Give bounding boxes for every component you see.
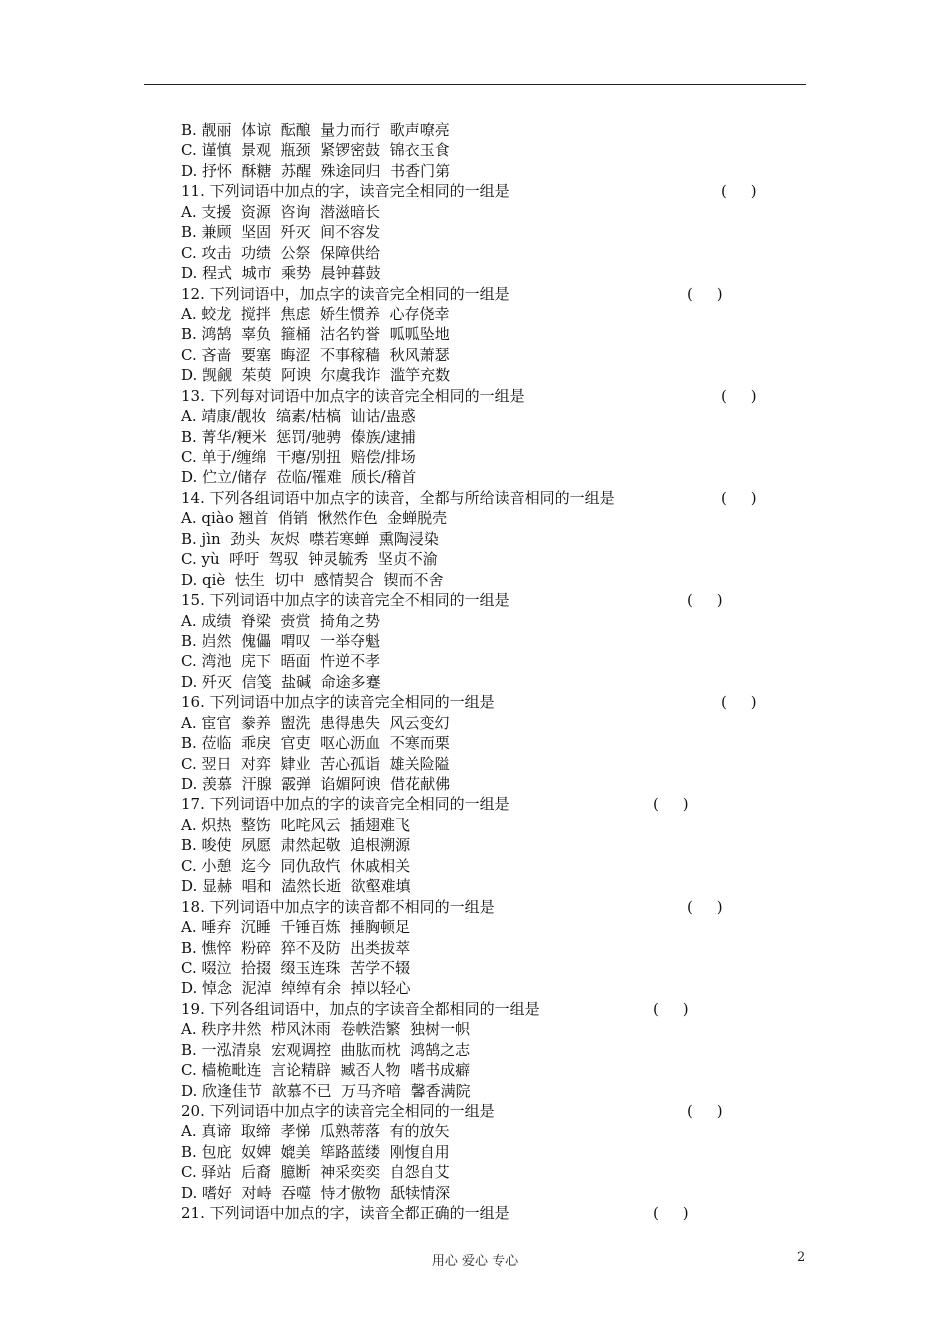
answer-option [181,938,781,958]
question-text: 19. 下列各组词语中，加点的字读音全都相同的一组是 [181,999,540,1018]
answer-option [181,917,781,937]
answer-option [181,856,781,876]
option-text: D. 悼念 泥淖 绰绰有余 掉以轻心 [181,979,411,998]
answer-option [181,222,781,242]
answer-blank: ( ) [721,488,757,507]
answer-option [181,427,781,447]
answer-option [181,1019,781,1039]
option-text: C. 攻击 功绩 公祭 保障供给 [181,243,381,262]
answer-blank: ( ) [721,182,757,201]
option-text: D. 羡慕 汗腺 霰弹 谄媚阿谀 借花献佛 [181,775,451,793]
option-text: A. 靖康/靓妆 缟素/枯槁 讪诂/蛊惑 [181,407,416,426]
answer-option [181,672,781,692]
option-text: C. 湾池 庑下 晤面 忤逆不孝 [181,652,381,671]
option-text: D. 抒怀 酥糖 苏醒 殊途同归 书香门第 [181,161,451,180]
answer-option [181,345,781,365]
option-text: D. 觊觎 茱萸 阿谀 尔虞我诈 滥竽充数 [181,366,451,385]
answer-option [181,774,781,794]
question-stem [181,692,781,712]
answer-option [181,754,781,774]
page-number: 2 [797,1250,806,1265]
option-text: C. 单于/缠绵 干瘪/别扭 赔偿/排场 [181,448,416,466]
option-text: D. qiè 怯生 切中 感情契合 锲而不舍 [181,570,444,589]
answer-option [181,549,781,569]
answer-blank: ( ) [653,1204,689,1223]
answer-option [181,324,781,344]
option-text: B. 菁华/粳米 惩罚/驰骋 傣族/逮捕 [181,427,416,446]
option-text: A. 秩序井然 栉风沐雨 卷帙浩繁 独树一帜 [181,1020,470,1039]
answer-option [181,978,781,998]
question-text: 14. 下列各组词语中加点字的读音，全都与所给读音相同的一组是 [181,488,615,507]
question-stem [181,386,781,406]
answer-blank: ( ) [687,591,723,610]
option-text: C. 小憩 迄今 同仇敌忾 休戚相关 [181,856,411,875]
answer-option [181,1081,781,1101]
option-text: B. 鸿鹄 辜负 箍桶 沽名钓誉 呱呱坠地 [181,325,450,344]
option-text: C. 驿站 后裔 臆断 神采奕奕 自怨自艾 [181,1163,450,1182]
answer-option [181,202,781,222]
option-text: B. 兼顾 坚固 歼灭 间不容发 [181,223,381,242]
question-text: 21. 下列词语中加点的字，读音全都正确的一组是 [181,1204,510,1223]
option-text: A. qiào 翘首 俏销 愀然作色 金蝉脱壳 [181,509,448,528]
question-text: 15. 下列词语中加点字的读音完全不相同的一组是 [181,591,510,610]
question-text: 12. 下列词语中，加点字的读音完全相同的一组是 [181,284,510,303]
option-text: B. 莅临 乖戾 官吏 呕心沥血 不寒而栗 [181,734,450,753]
option-text: A. 真谛 取缔 孝悌 瓜熟蒂落 有的放矢 [181,1122,450,1141]
question-text: 16. 下列词语中加点字的读音完全相同的一组是 [181,693,495,712]
option-text: A. 唾弃 沉睡 千锤百炼 捶胸顿足 [181,918,410,937]
answer-option [181,467,781,487]
option-text: B. 憔悴 粉碎 猝不及防 出类拔萃 [181,938,411,957]
option-text: B. jìn 劲头 灰烬 噤若寒蝉 熏陶浸染 [181,529,439,548]
answer-option [181,1142,781,1162]
question-stem [181,1101,781,1121]
answer-option [181,120,781,140]
answer-option [181,1121,781,1141]
option-text: D. 嗜好 对峙 吞噬 恃才傲物 舐犊情深 [181,1183,451,1202]
answer-option [181,529,781,549]
option-text: D. 欣逢佳节 歆慕不已 万马齐喑 馨香满院 [181,1081,471,1100]
answer-option [181,304,781,324]
option-text: B. 唆使 夙愿 肃然起敬 追根溯源 [181,836,411,855]
option-text: C. 啜泣 拾掇 缀玉连珠 苦学不辍 [181,958,411,977]
answer-blank: ( ) [721,693,757,712]
answer-blank: ( ) [687,897,723,916]
answer-option [181,570,781,590]
option-text: C. 翌日 对弈 肄业 苦心孤诣 雄关险隘 [181,754,450,773]
option-text: A. 炽热 整饬 叱咤风云 插翅难飞 [181,815,410,834]
answer-option [181,365,781,385]
question-text: 18. 下列词语中加点字的读音都不相同的一组是 [181,897,495,916]
option-text: C. 樯桅毗连 言论精辟 臧否人物 嗜书成癖 [181,1061,471,1080]
question-stem [181,794,781,814]
question-text: 11. 下列词语中加点的字，读音完全相同的一组是 [181,182,510,201]
option-text: A. 支援 资源 咨询 潜滋暗长 [181,202,380,221]
answer-option [181,1183,781,1203]
answer-option [181,140,781,160]
question-list [181,120,781,1224]
answer-option [181,611,781,631]
answer-option [181,1162,781,1182]
answer-option [181,713,781,733]
question-text: 17. 下列词语中加点的字的读音完全相同的一组是 [181,795,510,814]
option-text: B. 包庇 奴婢 媲美 筚路蓝缕 刚愎自用 [181,1142,450,1161]
question-stem [181,999,781,1019]
answer-blank: ( ) [653,999,689,1018]
answer-option [181,406,781,426]
answer-option [181,508,781,528]
answer-option [181,651,781,671]
answer-option [181,958,781,978]
option-text: C. 吝啬 要塞 晦涩 不事稼穑 秋风萧瑟 [181,345,450,364]
answer-option [181,815,781,835]
answer-option [181,733,781,753]
question-stem [181,1203,781,1223]
option-text: C. yù 呼吁 驾驭 钟灵毓秀 坚贞不渝 [181,550,438,569]
answer-blank: ( ) [687,284,723,303]
question-stem [181,488,781,508]
header-rule [144,84,806,85]
answer-option [181,1060,781,1080]
question-stem [181,181,781,201]
question-text: 13. 下列每对词语中加点字的读音完全相同的一组是 [181,386,525,405]
option-text: D. 程式 城市 乘势 晨钟暮鼓 [181,264,381,283]
answer-option [181,835,781,855]
answer-blank: ( ) [687,1102,723,1120]
answer-option [181,161,781,181]
option-text: B. 岿然 傀儡 喟叹 一举夺魁 [181,631,381,650]
answer-option [181,243,781,263]
option-text: B. 一泓清泉 宏观调控 曲肱而枕 鸿鹄之志 [181,1040,471,1059]
answer-option [181,1040,781,1060]
question-stem [181,897,781,917]
answer-blank: ( ) [653,795,689,814]
option-text: A. 蛟龙 搅拌 焦虑 娇生惯养 心存侥幸 [181,304,450,323]
question-stem [181,590,781,610]
option-text: D. 伫立/储存 莅临/罹难 颀长/稽首 [181,468,417,487]
option-text: C. 谨慎 景观 瓶颈 紧锣密鼓 锦衣玉食 [181,141,450,160]
option-text: A. 宦官 豢养 盥洗 患得患失 风云变幻 [181,713,450,732]
option-text: D. 显赫 唱和 溘然长逝 欲壑难填 [181,877,411,896]
answer-blank: ( ) [721,386,757,405]
option-text: A. 成绩 脊梁 赍赏 掎角之势 [181,611,380,630]
answer-option [181,631,781,651]
answer-option [181,876,781,896]
option-text: B. 靓丽 体谅 酝酿 量力而行 歌声嘹亮 [181,121,450,139]
page-footer: 用心 爱心 专心 [431,1254,519,1269]
question-stem [181,284,781,304]
answer-option [181,263,781,283]
option-text: D. 歼灭 信笺 盐碱 命途多蹇 [181,672,381,691]
question-text: 20. 下列词语中加点字的读音完全相同的一组是 [181,1102,495,1120]
answer-option [181,447,781,467]
